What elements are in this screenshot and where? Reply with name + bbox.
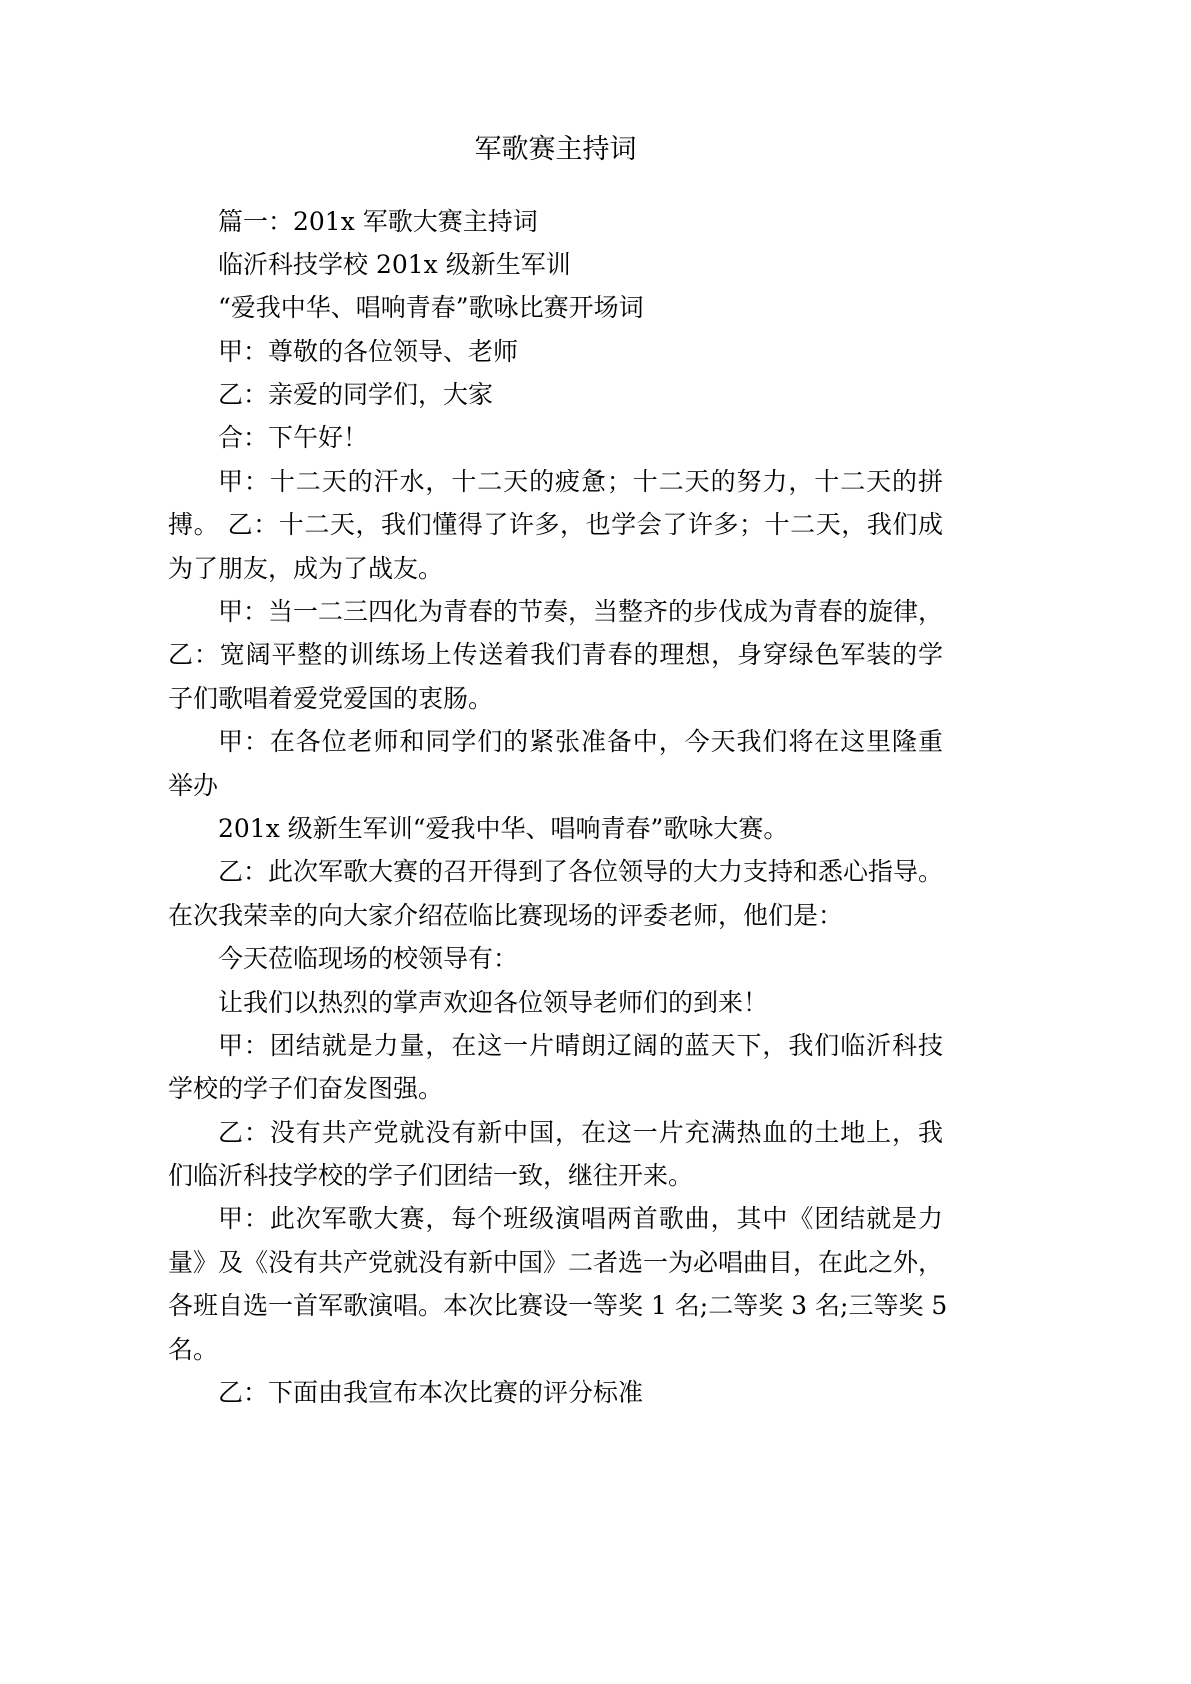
paragraph-line: 临沂科技学校 201x 级新生军训 [218,249,571,279]
paragraph-line: 甲：当一二三四化为青春的节奏，当整齐的步伐成为青春的旋律， [218,597,944,627]
paragraph-line: 乙：没有共产党就没有新中国，在这一片充满热血的土地上，我 [218,1117,943,1147]
paragraph-line: 甲：在各位老师和同学们的紧张准备中，今天我们将在这里隆重 [218,727,943,757]
paragraph [168,981,943,1024]
paragraph-line: 甲：十二天的汗水，十二天的疲惫；十二天的努力，十二天的拼 [218,466,943,496]
paragraph [168,1371,943,1414]
paragraph [168,937,943,980]
paragraph-line: 为了朋友，成为了战友。 [168,553,444,583]
paragraph [168,416,943,459]
paragraph [168,590,943,720]
paragraph-line: 学校的学子们奋发图强。 [168,1074,444,1104]
paragraph [168,200,943,243]
document-title: 军歌赛主持词 [474,134,637,165]
paragraph-line: 乙：宽阔平整的训练场上传送着我们青春的理想，身穿绿色军装的学 [168,640,943,670]
paragraph [168,286,943,329]
paragraph-line: 们临沂科技学校的学子们团结一致，继往开来。 [168,1161,694,1191]
paragraph [168,330,943,373]
paragraph [168,1024,943,1111]
paragraph-line: 乙：下面由我宣布本次比赛的评分标准 [218,1378,644,1408]
paragraph-line: 举办 [168,770,219,800]
paragraph-line: 甲：尊敬的各位领导、老师 [218,336,519,366]
paragraph-line: 201x 级新生军训“爱我中华、唱响青春”歌咏大赛。 [218,813,789,843]
paragraph-line: 子们歌唱着爱党爱国的衷肠。 [168,683,494,713]
paragraph [168,720,943,807]
paragraph-line: 今天莅临现场的校领导有： [218,944,519,974]
paragraph-line: 合：下午好！ [218,423,369,453]
paragraph [168,1111,943,1198]
paragraph-line: 让我们以热烈的掌声欢迎各位领导老师们的到来！ [218,987,769,1017]
paragraph-line: 各班自选一首军歌演唱。本次比赛设一等奖 1 名;二等奖 3 名;三等奖 5 [168,1291,948,1321]
paragraph-line: 乙：此次军歌大赛的召开得到了各位领导的大力支持和悉心指导。 [218,857,944,887]
paragraph [168,373,943,416]
paragraph-line: 甲：此次军歌大赛，每个班级演唱两首歌曲，其中《团结就是力 [218,1204,943,1234]
paragraph-line: 搏。 乙：十二天，我们懂得了许多，也学会了许多；十二天，我们成 [168,510,943,540]
paragraph-line: 乙：亲爱的同学们，大家 [218,380,494,410]
paragraph-line: 名。 [168,1334,219,1364]
paragraph-line: 在次我荣幸的向大家介绍莅临比赛现场的评委老师，他们是： [168,900,844,930]
paragraph [168,807,943,850]
document-body [168,200,948,1415]
paragraph [168,460,943,590]
paragraph [168,850,943,937]
paragraph [168,1197,948,1371]
paragraph [168,243,943,286]
paragraph-line: “爱我中华、唱响青春”歌咏比赛开场词 [218,293,644,323]
paragraph-line: 篇一：201x 军歌大赛主持词 [218,206,538,236]
paragraph-line: 甲：团结就是力量，在这一片晴朗辽阔的蓝天下，我们临沂科技 [218,1030,943,1060]
paragraph-line: 量》及《没有共产党就没有新中国》二者选一为必唱曲目，在此之外， [168,1247,944,1277]
